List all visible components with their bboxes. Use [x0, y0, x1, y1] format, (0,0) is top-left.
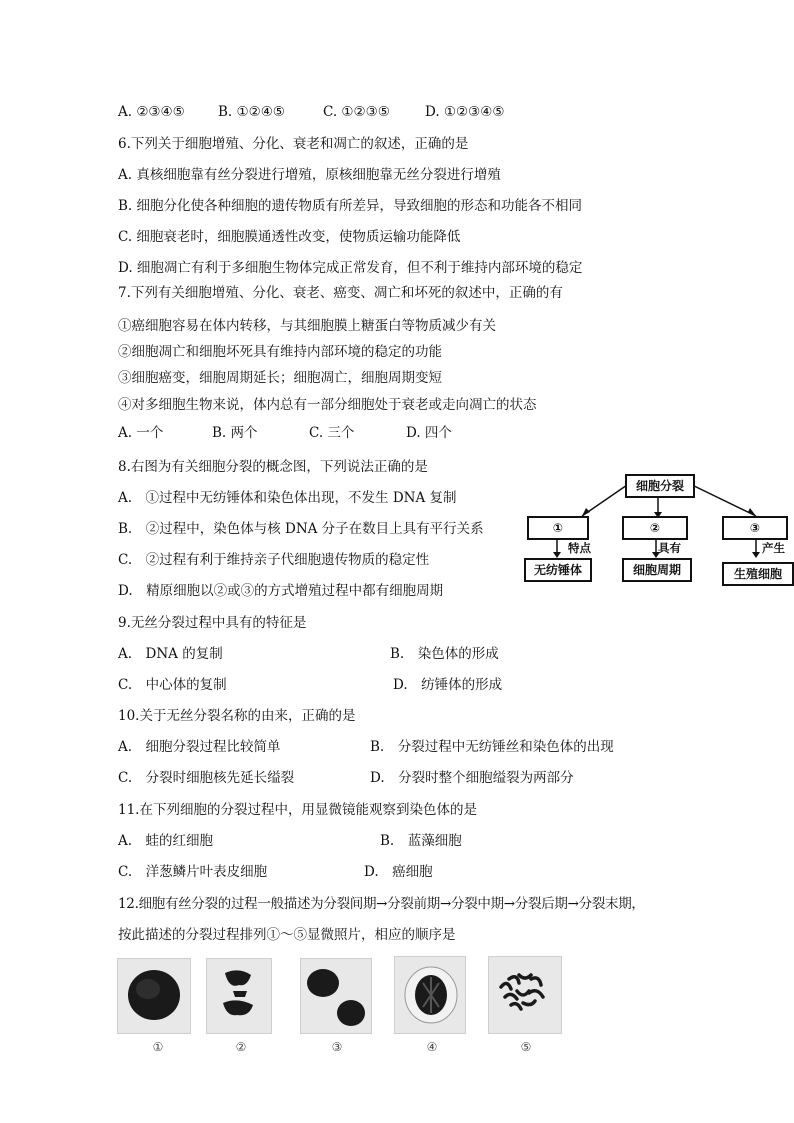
- q7-statement-1: ①癌细胞容易在体内转移，与其细胞膜上糖蛋白等物质减少有关: [118, 318, 496, 334]
- q5-option-b: B. ①②④⑤: [218, 104, 285, 120]
- micrograph-3: [300, 958, 372, 1034]
- q7-statement-2: ②细胞凋亡和细胞坏死具有维持内部环境的稳定的功能: [118, 344, 442, 360]
- q8-option-c: C. ②过程有利于维持亲子代细胞遗传物质的稳定性: [118, 552, 430, 568]
- q9-option-c: C. 中心体的复制: [118, 677, 227, 693]
- diagram-edge-label-3: 产生: [762, 541, 785, 555]
- micrograph-caption-2: ②: [235, 1040, 247, 1054]
- q9-option-d: D. 纺锤体的形成: [393, 677, 503, 693]
- q11-option-a: A. 蛙的红细胞: [118, 833, 214, 849]
- q8-option-d: D. 精原细胞以②或③的方式增殖过程中都有细胞周期: [118, 583, 444, 599]
- micrograph-2-cell: [207, 959, 271, 1033]
- q7-option-d: D. 四个: [406, 425, 452, 441]
- q8-option-b: B. ②过程中，染色体与核 DNA 分子在数目上具有平行关系: [118, 521, 484, 537]
- micrograph-caption-4: ④: [426, 1040, 438, 1054]
- q11-option-b: B. 蓝藻细胞: [380, 833, 462, 849]
- q12-stem-line-2: 按此描述的分裂过程排列①～⑤显微照片，相应的顺序是: [118, 927, 456, 943]
- q6-option-c: C. 细胞衰老时，细胞膜通透性改变，使物质运输功能降低: [118, 229, 461, 245]
- diagram-mid-box-2: ②: [622, 516, 688, 540]
- q7-stem: 7.下列有关细胞增殖、分化、衰老、癌变、凋亡和坏死的叙述中，正确的有: [118, 285, 563, 301]
- q11-option-d: D. 癌细胞: [364, 864, 433, 880]
- q7-option-a: A. 一个: [118, 425, 164, 441]
- q5-option-a: A. ②③④⑤: [118, 104, 185, 120]
- q10-option-b: B. 分裂过程中无纺锤丝和染色体的出现: [370, 739, 614, 755]
- micrograph-caption-5: ⑤: [520, 1040, 532, 1054]
- arrowhead-1: [582, 508, 590, 516]
- micrograph-5-chromosomes: [489, 957, 561, 1033]
- q10-option-c: C. 分裂时细胞核先延长缢裂: [118, 770, 295, 786]
- diagram-bottom-box-1: 无纺锤体: [524, 558, 592, 582]
- q7-option-c: C. 三个: [309, 425, 355, 441]
- q11-option-c: C. 洋葱鳞片叶表皮细胞: [118, 864, 268, 880]
- q7-statement-4: ④对多细胞生物来说，体内总有一部分细胞处于衰老或走向凋亡的状态: [118, 397, 537, 413]
- q10-option-d: D. 分裂时整个细胞缢裂为两部分: [370, 770, 574, 786]
- diagram-bottom-box-3: 生殖细胞: [722, 562, 794, 586]
- micrograph-caption-1: ①: [152, 1040, 164, 1054]
- diagram-edge-label-1: 特点: [568, 541, 591, 555]
- micrograph-1: [117, 958, 191, 1034]
- q11-stem: 11.在下列细胞的分裂过程中，用显微镜能观察到染色体的是: [118, 802, 477, 818]
- q6-option-b: B. 细胞分化使各种细胞的遗传物质有所差异，导致细胞的形态和功能各不相同: [118, 198, 583, 214]
- micrograph-3-cells: [301, 959, 371, 1033]
- micrograph-4: [394, 956, 466, 1034]
- q8-option-a: A. ①过程中无纺锤体和染色体出现，不发生 DNA 复制: [118, 490, 457, 506]
- q7-statement-3: ③细胞癌变，细胞周期延长；细胞凋亡，细胞周期变短: [118, 370, 442, 386]
- q10-option-a: A. 细胞分裂过程比较简单: [118, 739, 281, 755]
- micrograph-5: [488, 956, 562, 1034]
- q10-stem: 10.关于无丝分裂名称的由来，正确的是: [118, 708, 356, 724]
- q12-stem-line-1: 12.细胞有丝分裂的过程一般描述为分裂间期→分裂前期→分裂中期→分裂后期→分裂末期，: [118, 896, 645, 912]
- arrowhead-3-bottom: [752, 552, 760, 558]
- connector-to-3: [688, 483, 756, 516]
- q9-option-b: B. 染色体的形成: [390, 646, 499, 662]
- q9-option-a: A. DNA 的复制: [118, 646, 223, 662]
- micrograph-4-cell: [395, 957, 465, 1033]
- q5-option-c: C. ①②③⑤: [323, 104, 390, 120]
- q5-option-d: D. ①②③④⑤: [425, 104, 505, 120]
- q6-stem: 6.下列关于细胞增殖、分化、衰老和凋亡的叙述，正确的是: [118, 136, 469, 152]
- q7-option-b: B. 两个: [212, 425, 258, 441]
- micrograph-2: [206, 958, 272, 1034]
- q6-option-a: A. 真核细胞靠有丝分裂进行增殖，原核细胞靠无丝分裂进行增殖: [118, 167, 501, 183]
- diagram-mid-box-1: ①: [527, 516, 589, 540]
- micrograph-caption-3: ③: [331, 1040, 343, 1054]
- connector-to-1: [582, 483, 630, 516]
- q9-stem: 9.无丝分裂过程中具有的特征是: [118, 615, 307, 631]
- diagram-edge-label-2: 具有: [658, 541, 681, 555]
- q6-option-d: D. 细胞凋亡有利于多细胞生物体完成正常发育，但不利于维持内部环境的稳定: [118, 260, 583, 276]
- q8-stem: 8.右图为有关细胞分裂的概念图，下列说法正确的是: [118, 459, 428, 475]
- diagram-top-box: 细胞分裂: [625, 474, 695, 498]
- micrograph-1-cell: [118, 959, 190, 1033]
- diagram-bottom-box-2: 细胞周期: [622, 558, 692, 582]
- diagram-mid-box-3: ③: [722, 516, 788, 540]
